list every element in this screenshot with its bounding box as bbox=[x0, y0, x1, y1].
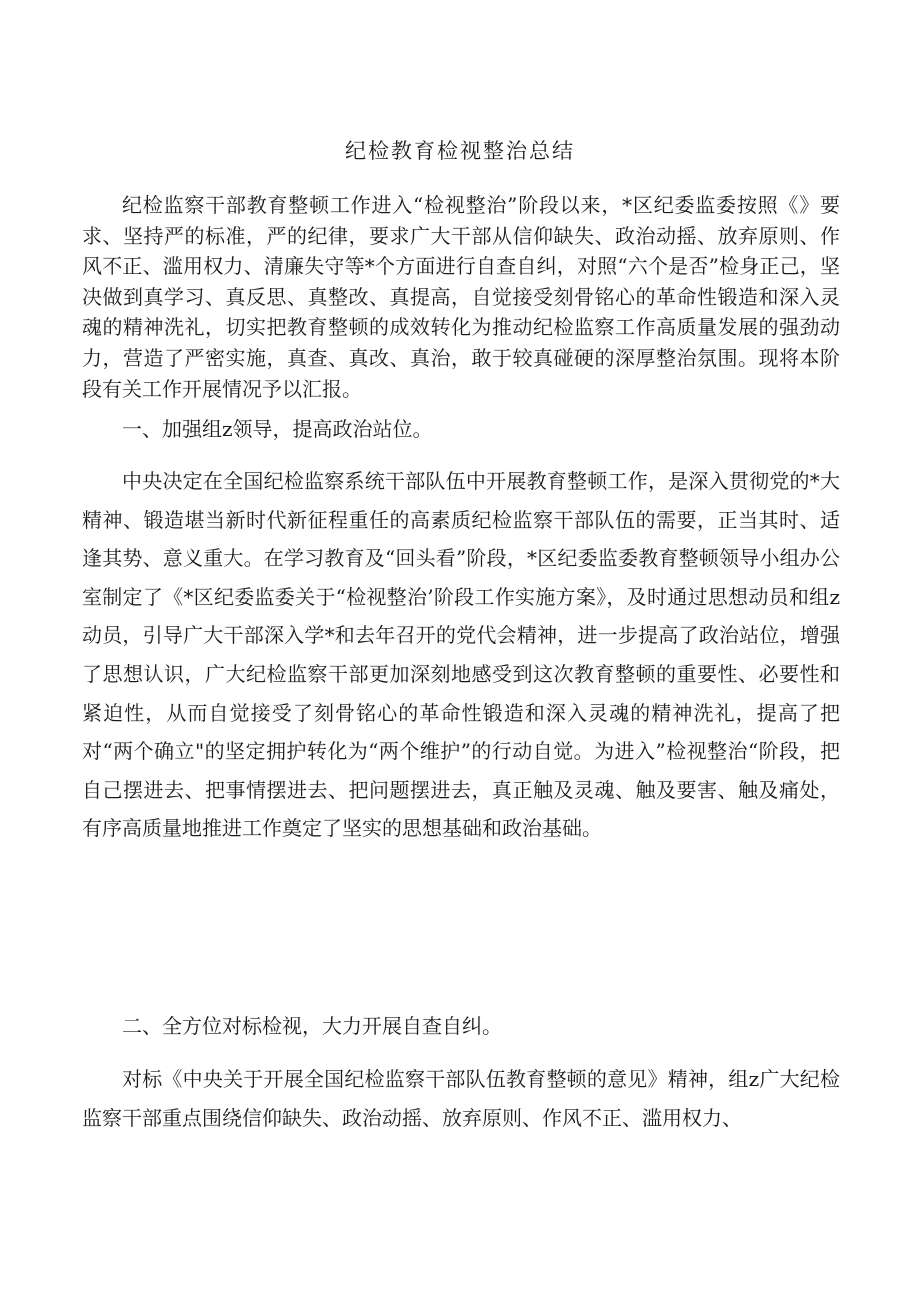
document-title: 纪检教育检视整治总结 bbox=[345, 139, 575, 163]
section-1-heading-text: 一、加强组z领导，提高政治站位。 bbox=[122, 417, 433, 441]
section-2-heading-text: 二、全方位对标检视，大力开展自查自纠。 bbox=[122, 1014, 502, 1038]
section-1-heading bbox=[82, 414, 840, 444]
intro-paragraph bbox=[82, 190, 840, 404]
section-2-paragraph bbox=[82, 1060, 840, 1138]
intro-text: 纪检监察干部教育整顿工作进入“检视整治”阶段以来，*区纪委监委按照《》要求、坚持严的标准，严的纪律，要求广大干部从信仰缺失、政治动摇、放弃原则、作风不正、滥用权力、清廉失守等*个方面进行自查自纠，对照“六个是否”检身正己，坚决做到真学习、真反思、真整改、真提高，自觉接受刻骨铭心的革命性锻造和深入灵魂的精神洗礼，切实把教育整顿的成效转化为推动纪检监察工作高质量发展的强劲动力，营造了严密实施，真查、真改、真治，敢于较真碰硬的深厚整治氛围。现将本阶段有关工作开展情况予以汇报。 bbox=[82, 193, 840, 401]
section-1-text: 中央决定在全国纪检监察系统干部队伍中开展教育整顿工作，是深入贯彻党的*大精神、锻造堪当新时代新征程重任的高素质纪检监察干部队伍的需要，正当其时、适逢其势、意义重大。在学习教育及“回头看”阶段，*区纪委监委教育整顿领导小组办公室制定了《*区纪委监委关于“检视整治’阶段工作实施方案》，及时通过思想动员和组z动员，引导广大干部深入学*和去年召开的党代会精神，进一步提高了政治站位，增强了思想认识，广大纪检监察干部更加深刻地感受到这次教育整顿的重要性、必要性和紧迫性，从而自觉接受了刻骨铭心的革命性锻造和深入灵魂的精神洗礼，提高了把对“两个确立"的坚定拥护转化为“两个维护”的行动自觉。为进入”检视整治“阶段，把自己摆进去、把事情摆进去、把问题摆进去，真正触及灵魂、触及要害、触及痛处，有序高质量地推进工作奠定了坚实的思想基础和政治基础。 bbox=[82, 469, 840, 841]
section-2-text: 对标《中央关于开展全国纪检监察干部队伍教育整顿的意见》精神，组z广大纪检监察干部重点围绕信仰缺失、政治动摇、放弃原则、作风不正、滥用权力、 bbox=[82, 1067, 840, 1130]
section-2-heading bbox=[82, 1011, 840, 1041]
section-1-paragraph bbox=[82, 462, 840, 848]
